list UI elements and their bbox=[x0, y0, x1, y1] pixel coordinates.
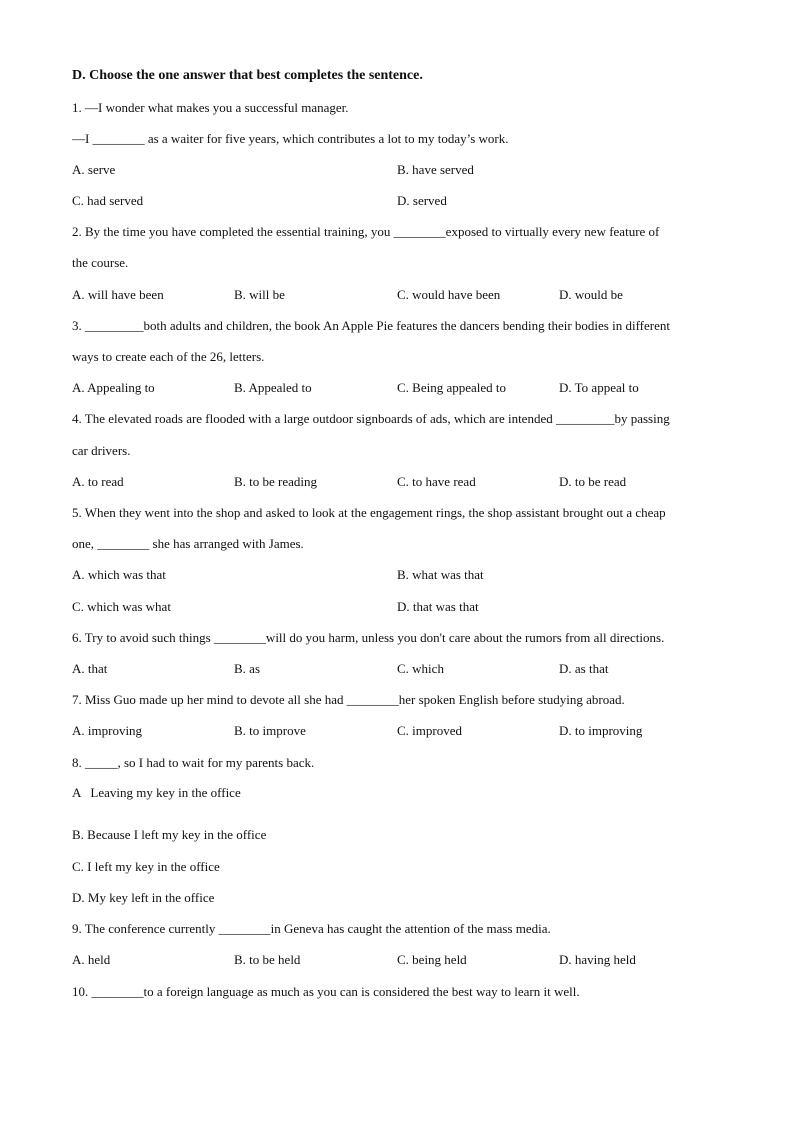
question-1-line2: —I ________ as a waiter for five years, which contributes a lot to my today’s work. bbox=[72, 131, 509, 146]
question-6-option-b[interactable]: B. as bbox=[234, 661, 260, 676]
question-4-line2: car drivers. bbox=[72, 443, 131, 458]
question-7-option-d[interactable]: D. to improving bbox=[559, 723, 643, 738]
question-5-stem: 5. When they went into the shop and asked to look at the engagement rings, the shop assistant brought out a cheap bbox=[72, 505, 666, 520]
question-2-option-d[interactable]: D. would be bbox=[559, 287, 623, 302]
question-5-option-c[interactable]: C. which was what bbox=[72, 599, 171, 614]
question-4-stem: 4. The elevated roads are flooded with a large outdoor signboards of ads, which are intended _________by passing bbox=[72, 411, 670, 426]
question-8-stem: 8. _____, so I had to wait for my parents back. bbox=[72, 755, 315, 770]
question-2-line2: the course. bbox=[72, 255, 129, 270]
question-4-option-a[interactable]: A. to read bbox=[72, 474, 124, 489]
question-1-option-d[interactable]: D. served bbox=[397, 193, 447, 208]
question-3-option-b[interactable]: B. Appealed to bbox=[234, 380, 312, 395]
question-3-stem: 3. _________both adults and children, the book An Apple Pie features the dancers bending their bodies in different bbox=[72, 318, 670, 333]
question-7-option-c[interactable]: C. improved bbox=[397, 723, 462, 738]
question-5-option-d[interactable]: D. that was that bbox=[397, 599, 479, 614]
question-1-option-c[interactable]: C. had served bbox=[72, 193, 144, 208]
question-1-option-a[interactable]: A. serve bbox=[72, 162, 116, 177]
section-heading: D. Choose the one answer that best completes the sentence. bbox=[72, 68, 423, 83]
question-5-option-b[interactable]: B. what was that bbox=[397, 567, 484, 582]
question-6-stem: 6. Try to avoid such things ________will do you harm, unless you don't care about the rumors from all directions. bbox=[72, 630, 665, 645]
question-9-option-b[interactable]: B. to be held bbox=[234, 952, 301, 967]
question-8-option-a[interactable]: A Leaving my key in the office bbox=[72, 785, 241, 800]
question-10-stem: 10. ________to a foreign language as much as you can is considered the best way to learn it well. bbox=[72, 984, 580, 999]
question-3-option-c[interactable]: C. Being appealed to bbox=[397, 380, 507, 395]
question-8-option-d[interactable]: D. My key left in the office bbox=[72, 890, 215, 905]
question-8-option-c[interactable]: C. I left my key in the office bbox=[72, 859, 220, 874]
question-9-option-a[interactable]: A. held bbox=[72, 952, 111, 967]
question-2-option-a[interactable]: A. will have been bbox=[72, 287, 164, 302]
question-5-line2: one, ________ she has arranged with James. bbox=[72, 536, 304, 551]
question-4-option-d[interactable]: D. to be read bbox=[559, 474, 627, 489]
question-2-option-b[interactable]: B. will be bbox=[234, 287, 285, 302]
question-1-stem: 1. —I wonder what makes you a successful manager. bbox=[72, 100, 349, 115]
question-7-option-a[interactable]: A. improving bbox=[72, 723, 143, 738]
question-6-option-c[interactable]: C. which bbox=[397, 661, 444, 676]
question-4-option-c[interactable]: C. to have read bbox=[397, 474, 476, 489]
question-5-option-a[interactable]: A. which was that bbox=[72, 567, 166, 582]
question-3-option-a[interactable]: A. Appealing to bbox=[72, 380, 155, 395]
question-2-option-c[interactable]: C. would have been bbox=[397, 287, 501, 302]
question-9-stem: 9. The conference currently ________in Geneva has caught the attention of the mass media. bbox=[72, 921, 551, 936]
question-3-option-d[interactable]: D. To appeal to bbox=[559, 380, 639, 395]
question-7-option-b[interactable]: B. to improve bbox=[234, 723, 306, 738]
question-8-option-b[interactable]: B. Because I left my key in the office bbox=[72, 827, 267, 842]
question-6-option-d[interactable]: D. as that bbox=[559, 661, 609, 676]
question-9-option-c[interactable]: C. being held bbox=[397, 952, 467, 967]
question-7-stem: 7. Miss Guo made up her mind to devote all she had ________her spoken English before studying abroad. bbox=[72, 692, 625, 707]
question-9-option-d[interactable]: D. having held bbox=[559, 952, 636, 967]
question-6-option-a[interactable]: A. that bbox=[72, 661, 108, 676]
question-4-option-b[interactable]: B. to be reading bbox=[234, 474, 318, 489]
question-1-option-b[interactable]: B. have served bbox=[397, 162, 474, 177]
question-3-line2: ways to create each of the 26, letters. bbox=[72, 349, 265, 364]
question-2-stem: 2. By the time you have completed the essential training, you ________exposed to virtually every new feature of bbox=[72, 224, 660, 239]
